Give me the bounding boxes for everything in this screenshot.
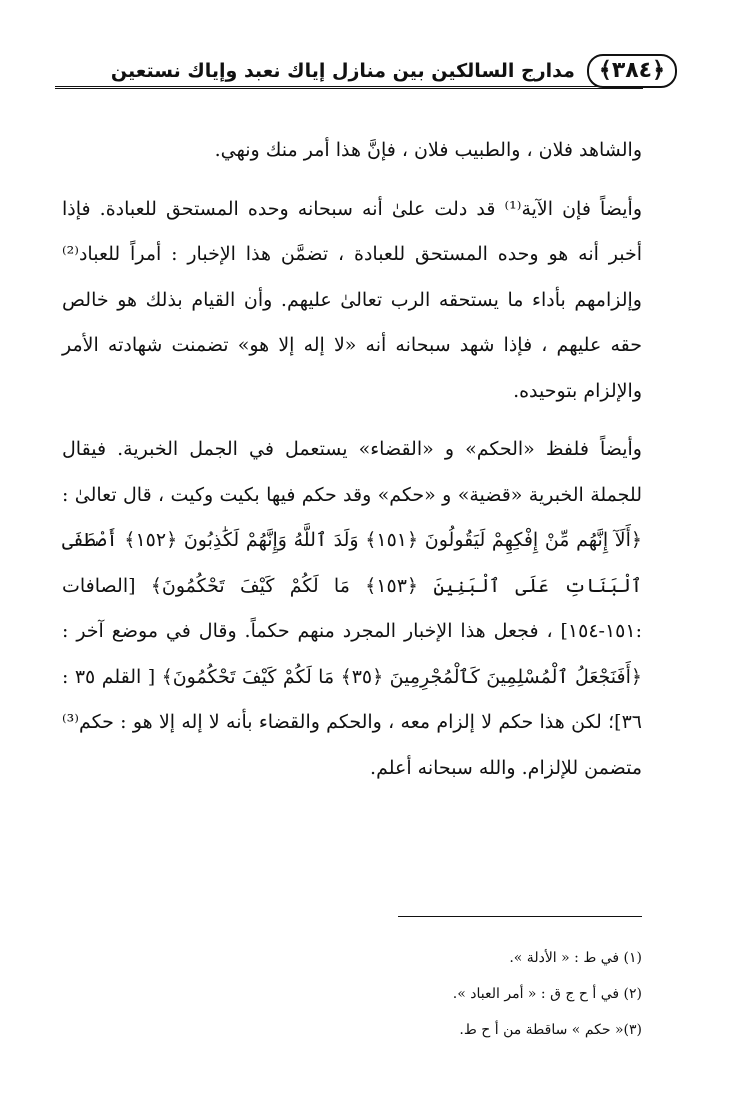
footnote: (١) في ط : « الأدلة ». — [509, 950, 642, 966]
page-number: ﴿٣٨٤﴾ — [587, 54, 677, 88]
footnote: (٣)« حكم » ساقطة من أ ح ط. — [459, 1022, 642, 1038]
paragraph: وأيضاً فلفظ «الحكم» و «القضاء» يستعمل في الجمل الخبرية. فيقال للجملة الخبرية «قضية» و «حكم» وقد حكم فيها بكيت وكيت ، قال تعالىٰ : ﴿أَلَآ إِنَّهُم مِّنْ إِفْكِهِمْ لَيَقُولُونَ ﴿١٥١﴾ وَلَدَ ٱللَّهُ وَإِنَّهُمْ لَكَٰذِبُونَ ﴿١٥٢﴾ أَصْطَفَى ٱلْبَنَاتِ عَلَى ٱلْبَنِينَ ﴿١٥٣﴾ مَا لَكُمْ كَيْفَ تَحْكُمُونَ﴾ [الصافات :١٥١-١٥٤] ، فجعل هذا الإخبار المجرد منهم حكماً. وقال في موضع آخر : ﴿أَفَنَجْعَلُ ٱلْمُسْلِمِينَ كَٱلْمُجْرِمِينَ ﴿٣٥﴾ مَا لَكُمْ كَيْفَ تَحْكُمُونَ﴾ [ القلم ٣٥ : ٣٦]؛ لكن هذا حكم لا إلزام معه ، والحكم والقضاء بأنه لا إله إلا هو : حكم⁽³⁾ متضمن للإلزام. والله سبحانه أعلم. — [62, 438, 642, 779]
page-header — [55, 52, 677, 90]
footnote-separator — [398, 916, 642, 917]
paragraph: والشاهد فلان ، والطبيب فلان ، فإنَّ هذا أمر منك ونهي. — [214, 139, 642, 161]
running-title: مدارج السالكين بين منازل إياك نعبد وإياك نستعين — [110, 60, 575, 82]
paragraph: وأيضاً فإن الآية⁽¹⁾ قد دلت علىٰ أنه سبحانه وحده المستحق للعبادة. فإذا أخبر أنه هو وحده المستحق للعبادة ، تضمَّن هذا الإخبار : أمراً للعباد⁽²⁾ وإلزامهم بأداء ما يستحقه الرب تعالىٰ عليهم. وأن القيام بذلك هو خالص حقه عليهم ، فإذا شهد سبحانه أنه «لا إله إلا هو» تضمنت شهادته الأمر والإلزام بتوحيده. — [62, 197, 642, 402]
main-text — [62, 128, 642, 791]
header-rule — [55, 86, 643, 89]
footnote: (٢) في أ ح ج ق : « أمر العباد ». — [452, 986, 642, 1002]
footnotes — [62, 940, 642, 1048]
